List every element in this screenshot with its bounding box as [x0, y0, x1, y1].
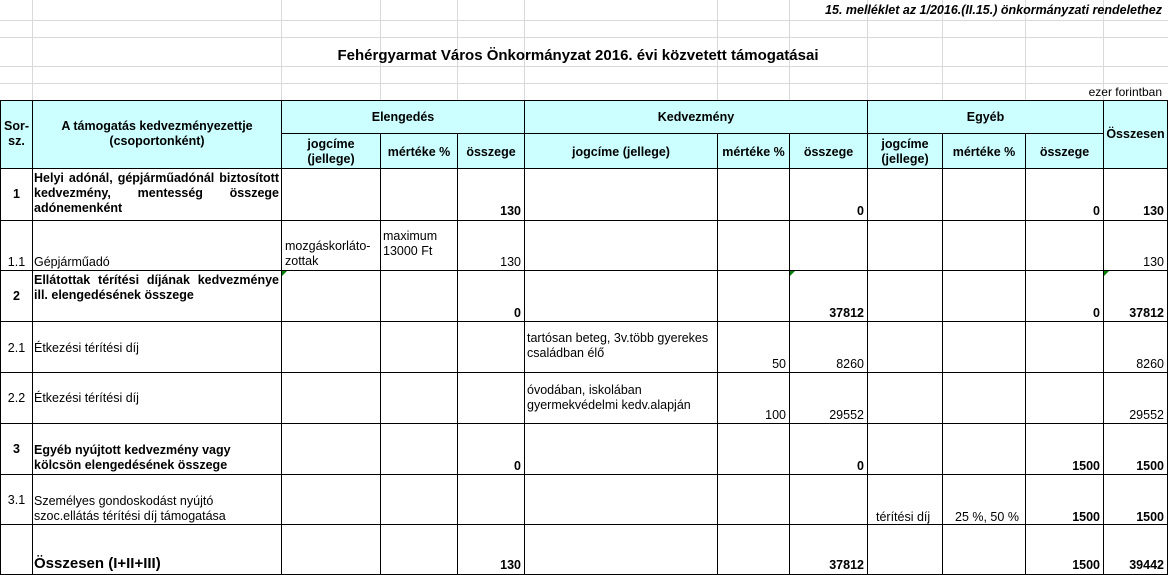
- page-title: Fehérgyarmat Város Önkormányzat 2016. évi közvetett támogatásai: [337, 47, 819, 64]
- row-number: 1.1: [7, 255, 26, 269]
- cell-x-osszege: 1500: [1072, 510, 1100, 524]
- header-kedvezmeny: Kedvezmény: [657, 110, 735, 124]
- comment-marker[interactable]: [282, 271, 287, 276]
- cell-x-osszege: 1500: [1072, 459, 1100, 473]
- cell-x-osszege: 0: [1093, 306, 1100, 320]
- cell-k-jogcime: tartósan beteg, 3v.több gyerekes családban élő: [527, 331, 709, 360]
- comment-marker[interactable]: [1104, 271, 1109, 276]
- cell-total: 130: [1143, 255, 1164, 269]
- cell-total: 29552: [1129, 408, 1164, 422]
- cell-e-osszege: 130: [500, 204, 521, 218]
- header-e-jogcime: jogcíme (jellege): [307, 137, 355, 166]
- header-x-merteke: mértéke %: [952, 145, 1016, 159]
- grand-total-x-osszege: 1500: [1072, 558, 1100, 572]
- row-number: 2.2: [7, 391, 26, 405]
- row-number: 3: [13, 442, 20, 456]
- comment-marker[interactable]: [790, 271, 795, 276]
- grand-total-e-osszege: 130: [500, 558, 521, 572]
- row-description: Ellátottak térítési díjának kedvezménye ill. elengedésének összege: [34, 273, 279, 302]
- cell-total: 1500: [1136, 459, 1164, 473]
- cell-k-osszege: 0: [857, 459, 864, 473]
- header-e-merteke: mértéke %: [387, 145, 451, 159]
- cell-e-osszege: 130: [500, 255, 521, 269]
- cell-e-jogcime: mozgáskorláto- zottak: [285, 239, 371, 268]
- header-k-jogcime: jogcíme (jellege): [572, 145, 670, 159]
- cell-k-merteke: 50: [772, 357, 786, 371]
- grand-total-value: 39442: [1129, 558, 1164, 572]
- row-number: 2.1: [7, 341, 26, 355]
- row-number: 2: [13, 289, 20, 303]
- header-beneficiaries: A támogatás kedvezményezettje (csoportonként): [61, 119, 253, 148]
- header-sor: Sor- sz.: [4, 119, 29, 148]
- cell-total: 37812: [1129, 306, 1164, 320]
- unit-label: ezer forintban: [1088, 85, 1162, 99]
- cell-k-osszege: 8260: [836, 357, 864, 371]
- header-x-jogcime: jogcíme (jellege): [881, 137, 929, 166]
- grand-total-k-osszege: 37812: [829, 558, 864, 572]
- header-e-osszege: összege: [466, 145, 516, 159]
- cell-k-merteke: 100: [765, 408, 786, 422]
- annex-note: 15. melléklet az 1/2016.(II.15.) önkormányzati rendelethez: [825, 3, 1162, 17]
- cell-k-jogcime: óvodában, iskolában gyermekvédelmi kedv.alapján: [527, 383, 691, 412]
- grand-total-label: Összesen (I+II+III): [34, 555, 161, 572]
- header-k-osszege: összege: [803, 145, 854, 159]
- cell-x-osszege: 0: [1093, 204, 1100, 218]
- cell-total: 1500: [1136, 510, 1164, 524]
- cell-total: 8260: [1136, 357, 1164, 371]
- header-egyeb: Egyéb: [966, 110, 1005, 124]
- cell-x-jogcime: térítési díj: [876, 510, 931, 524]
- cell-k-osszege: 29552: [829, 408, 864, 422]
- cell-e-osszege: 0: [514, 459, 521, 473]
- row-description: Gépjárműadó: [34, 255, 110, 269]
- header-k-merteke: mértéke %: [722, 145, 785, 159]
- cell-e-merteke: maximum 13000 Ft: [383, 229, 438, 258]
- row-description: Egyéb nyújtott kedvezmény vagy kölcsön elengedésének összege: [34, 443, 231, 472]
- row-description: Személyes gondoskodást nyújtó szoc.ellátás térítési díj támogatása: [34, 494, 226, 523]
- cell-e-osszege: 0: [514, 306, 521, 320]
- cell-k-osszege: 37812: [829, 306, 864, 320]
- cell-total: 130: [1143, 204, 1164, 218]
- header-x-osszege: összege: [1039, 145, 1090, 159]
- row-description: Étkezési térítési díj: [34, 341, 139, 355]
- header-osszesen: Összesen: [1106, 127, 1165, 141]
- row-number: 1: [13, 187, 20, 201]
- row-description: Étkezési térítési díj: [34, 391, 139, 405]
- row-description: Helyi adónál, gépjárműadónál biztosított kedvezmény, mentesség összege adónemenként: [34, 171, 279, 215]
- row-number: 3.1: [7, 493, 26, 507]
- header-elengedes: Elengedés: [371, 110, 435, 124]
- cell-x-merteke: 25 %, 50 %: [955, 510, 1019, 524]
- cell-k-osszege: 0: [857, 204, 864, 218]
